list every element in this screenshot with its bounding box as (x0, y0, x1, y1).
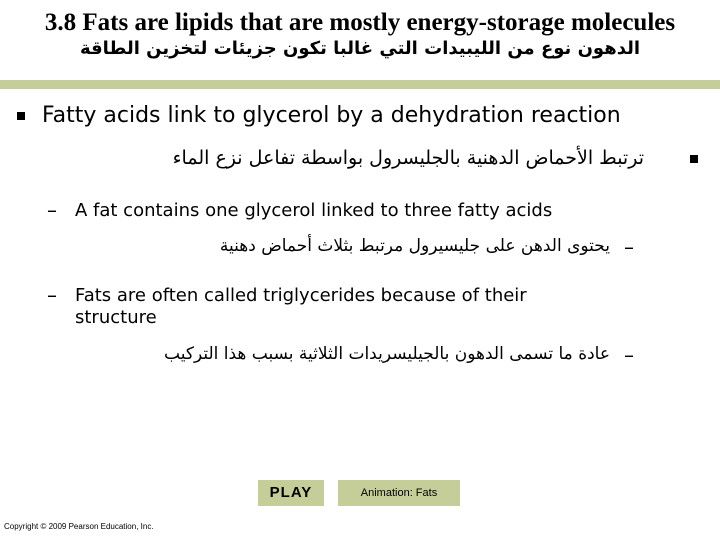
sub-bullet-text-line1: Fats are often called triglycerides because of their (75, 285, 527, 306)
sub-bullet-text-arabic: يحتوى الدهن على جليسيرول مرتبط بثلاث أحماض دهنية (219, 236, 610, 256)
play-button[interactable]: PLAY (258, 480, 324, 506)
sub-bullet-text-arabic: عادة ما تسمى الدهون بالجيليسريدات الثلاثية بسبب هذا التركيب (164, 344, 610, 364)
dash-icon: – (624, 235, 634, 259)
dash-icon: – (47, 198, 57, 222)
copyright-notice: Copyright © 2009 Pearson Education, Inc. (4, 522, 154, 531)
bullet-text-arabic: ترتبط الأحماض الدهنية بالجليسرول بواسطة تفاعل نزع الماء (172, 147, 644, 169)
slide-title: 3.8 Fats are lipids that are mostly energy-storage molecules (44, 9, 676, 36)
bullet-square-icon (690, 155, 698, 163)
sub-bullet-text-line2: structure (75, 307, 157, 328)
bullet-text: Fatty acids link to glycerol by a dehydration reaction (42, 103, 621, 128)
bullet-square-icon (17, 112, 25, 120)
animation-link[interactable]: Animation: Fats (338, 480, 460, 506)
dash-icon: – (47, 283, 57, 307)
sub-bullet-text: A fat contains one glycerol linked to three fatty acids (75, 200, 553, 221)
title-divider (0, 80, 720, 89)
slide-subtitle-arabic: الدهون نوع من الليبيدات التي غالبا تكون جزيئات لتخزين الطاقة (79, 38, 641, 59)
dash-icon: – (624, 343, 634, 367)
